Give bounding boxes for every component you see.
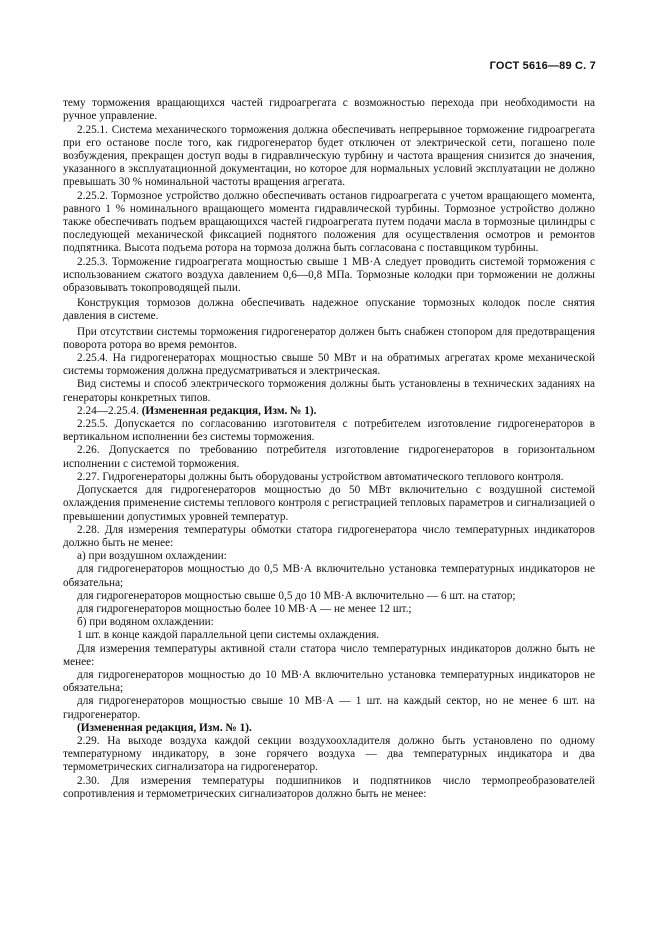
paragraph: 2.25.2. Тормозное устройство должно обеспечивать останов гидроагрегата с учетом вращающего момента, равного 1 % номинального вращающего момента гидравлической турбины. Тормозное устройство должно также обеспечивать подъем вращающихся частей гидроагрегата путем подачи масла в тормозные цилиндры с последующей механической фиксацией поднятого положения для осуществления осмотров и ремонтов подпятника. Высота подъема ротора на тормоза должна быть согласована с поставщиком турбины.: [63, 189, 595, 255]
paragraph: для гидрогенераторов мощностью до 10 МВ·А включительно установка температурных индикаторов не обязательна;: [63, 668, 595, 695]
paragraph: 2.30. Для измерения температуры подшипников и подпятников число термопреобразователей сопротивления и термометрических сигнализаторов должно быть не менее:: [63, 774, 595, 800]
paragraph: 2.29. На выходе воздуха каждой секции воздухоохладителя должно быть установлено по одному температурному индикатору, в зоне горячего воздуха — два температурных индикатора и два термометрических сигнализатора на гидрогенератор.: [63, 734, 595, 774]
paragraph: для гидрогенераторов мощностью свыше 10 МВ·А — 1 шт. на каждый сектор, но не менее 6 шт. на гидрогенератор.: [63, 695, 595, 721]
paragraph: 1 шт. в конце каждой параллельной цепи системы охлаждения.: [77, 629, 380, 642]
paragraph: 2.25.5. Допускается по согласованию изготовителя с потребителем изготовление гидрогенераторов в вертикальном исполнении без системы торможения.: [63, 418, 595, 444]
paragraph: для гидрогенераторов мощностью более 10 МВ·А — не менее 12 шт.;: [77, 602, 412, 615]
paragraph: 2.25.1. Система механического торможения должна обеспечивать непрерывное торможение гидроагрегата при его останове после того, как гидрогенератор будет отключен от электрической сети, погашено поле возбуждения, прекращен доступ воды в гидравлическую турбину и частота вращения снизится до значения, указанного в эксплуатационной документации, но которое для нормальных условий эксплуатации не должно превышать 30 % номинальной частоты вращения агрегата.: [63, 123, 595, 189]
paragraph: Для измерения температуры активной стали статора число температурных индикаторов должно быть не менее:: [63, 642, 595, 668]
paragraph: 2.28. Для измерения температуры обмотки статора гидрогенератора число температурных индикаторов должно быть не менее:: [63, 523, 595, 549]
paragraph: для гидрогенераторов мощностью свыше 0,5 до 10 МВ·А включительно — 6 шт. на статор;: [77, 589, 516, 602]
paragraph: а) при воздушном охлаждении:: [77, 550, 227, 563]
paragraph: Конструкция тормозов должна обеспечивать надежное опускание тормозных колодок после снятия давления в системе.: [63, 297, 595, 323]
paragraph: б) при водяном охлаждении:: [77, 616, 214, 629]
paragraph: 2.26. Допускается по требованию потребителя изготовление гидрогенераторов в горизонтальном исполнении с системой торможения.: [63, 444, 595, 470]
body-text: [63, 97, 595, 801]
paragraph: Вид системы и способ электрического торможения должны быть установлены в технических заданиях на генераторы конкретных типов.: [63, 378, 595, 404]
amendment-note: (Измененная редакция, Изм. № 1).: [141, 404, 317, 417]
paragraph: для гидрогенераторов мощностью до 0,5 МВ·А включительно установка температурных индикаторов не обязательна;: [63, 563, 595, 589]
paragraph: При отсутствии системы торможения гидрогенератор должен быть снабжен стопором для предотвращения поворота ротора во время ремонтов.: [63, 325, 595, 351]
paragraph: 2.25.3. Торможение гидроагрегата мощностью свыше 1 МВ·А следует проводить системой торможения с использованием сжатого воздуха давлением 0,6—0,8 МПа. Тормозные колодки при торможении не должны образовывать токопроводящей пыли.: [63, 255, 595, 295]
paragraph: 2.27. Гидрогенераторы должны быть оборудованы устройством автоматического теплового контроля.: [77, 470, 564, 483]
paragraph: 2.25.4. На гидрогенераторах мощностью свыше 50 МВт и на обратимых агрегатах кроме механической системы торможения должна предусматриваться и электрическая.: [63, 352, 595, 378]
document-page: [63, 60, 595, 801]
running-header: ГОСТ 5616—89 С. 7: [489, 60, 596, 72]
paragraph: Допускается для гидрогенераторов мощностью до 50 МВт включительно с воздушной системой охлаждения применение системы теплового контроля с регистрацией тепловых параметров и сигнализацией о превышении допустимых уровней температур.: [63, 484, 595, 523]
paragraph: тему торможения вращающихся частей гидроагрегата с возможностью перехода при необходимости на ручное управление.: [63, 97, 595, 123]
paragraph: (Измененная редакция, Изм. № 1).: [77, 721, 252, 734]
paragraph: 2.24—2.25.4. (Измененная редакция, Изм. № 1).: [77, 404, 317, 417]
